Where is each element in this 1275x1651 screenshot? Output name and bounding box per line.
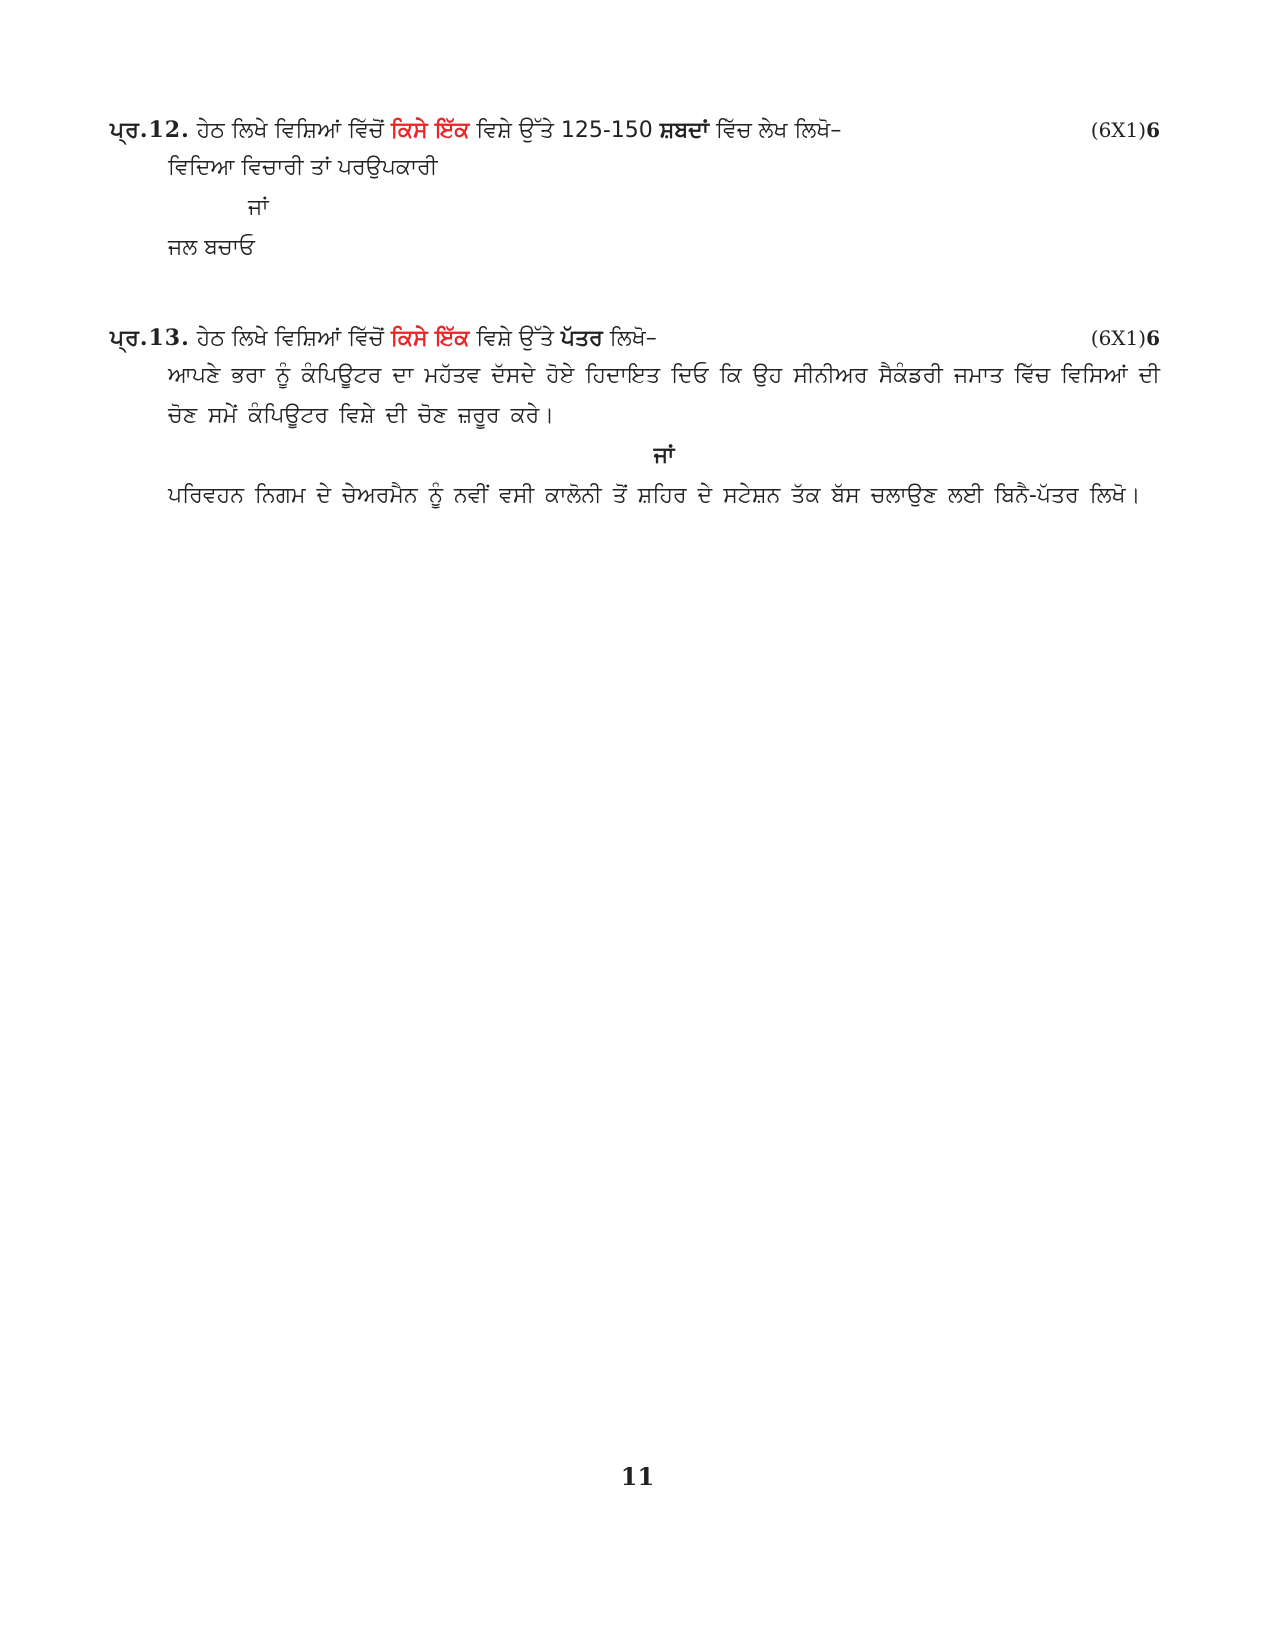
question-12-number: ਪ੍ਰ.12. [110, 117, 190, 143]
question-13-text-middle: ਵਿਸ਼ੇ ਉੱਤੇ [469, 326, 561, 351]
page-number: 11 [620, 1462, 655, 1491]
question-12-or-label: ਜਾਂ [248, 195, 269, 220]
question-12-marks [1091, 112, 1160, 148]
question-12-marks-total: 6 [1146, 118, 1160, 142]
question-13 [110, 320, 1160, 516]
question-12-bold-word: ਸ਼ਬਦਾਂ [659, 118, 709, 143]
question-13-or-label: ਜਾਂ [653, 443, 675, 468]
question-13-header [110, 320, 1160, 356]
question-13-option-1: ਆਪਣੇ ਭਰਾ ਨੂੰ ਕੰਪਿਊਟਰ ਦਾ ਮਹੱਤਵ ਦੱਸਦੇ ਹੋਏ ਹਿਦਾਇਤ ਦਿਓ ਕਿ ਉਹ ਸੀਨੀਅਰ ਸੈਕੰਡਰੀ ਜਮਾਤ ਵਿੱਚ ਵਿਸਿਆਂ ਦੀ ਚੋਣ ਸਮੇਂ ਕੰਪਿਊਟਰ ਵਿਸ਼ੇ ਦੀ ਚੋਣ ਜ਼ਰੂਰ ਕਰੇ। [168, 363, 1160, 428]
question-13-option-2: ਪਰਿਵਹਨ ਨਿਗਮ ਦੇ ਚੇਅਰਮੈਨ ਨੂੰ ਨਵੀਂ ਵਸੀ ਕਾਲੋਨੀ ਤੋਂ ਸ਼ਹਿਰ ਦੇ ਸਟੇਸ਼ਨ ਤੱਕ ਬੱਸ ਚਲਾਉਣ ਲਈ ਬਿਨੈ-ਪੱਤਰ ਲਿਖੋ। [168, 483, 1141, 508]
question-12-option-1: ਵਿਦਿਆ ਵਿਚਾਰੀ ਤਾਂ ਪਰਉਪਕਾਰੀ [168, 155, 438, 180]
question-13-bold-word: ਪੱਤਰ [560, 326, 603, 351]
question-12-text-before: ਹੇਠ ਲਿਖੇ ਵਿਸ਼ਿਆਂ ਵਿੱਚੋਂ [189, 118, 391, 143]
question-13-marks-prefix: (6X1) [1090, 326, 1147, 350]
question-13-highlight: ਕਿਸੇ ਇੱਕ [390, 326, 470, 351]
question-13-body [168, 356, 1160, 516]
question-12-text-middle: ਵਿਸ਼ੇ ਉੱਤੇ 125-150 [469, 118, 660, 143]
question-13-marks [1091, 320, 1160, 356]
question-12-marks-prefix: (6X1) [1090, 118, 1147, 142]
question-12-body [168, 148, 1160, 268]
question-13-number: ਪ੍ਰ.13. [110, 325, 190, 351]
question-12-highlight: ਕਿਸੇ ਇੱਕ [390, 118, 470, 143]
question-13-text-before: ਹੇਠ ਲਿਖੇ ਵਿਸ਼ਿਆਂ ਵਿੱਚੋਂ [189, 326, 391, 351]
question-13-marks-total: 6 [1146, 326, 1160, 350]
question-13-text-after: ਲਿਖੋ– [602, 326, 657, 351]
question-12-option-2: ਜਲ ਬਚਾਓ [168, 235, 255, 260]
question-12-text-after: ਵਿੱਚ ਲੇਖ ਲਿਖੋ– [708, 118, 842, 143]
question-12-header [110, 112, 1160, 148]
question-12 [110, 112, 1160, 268]
